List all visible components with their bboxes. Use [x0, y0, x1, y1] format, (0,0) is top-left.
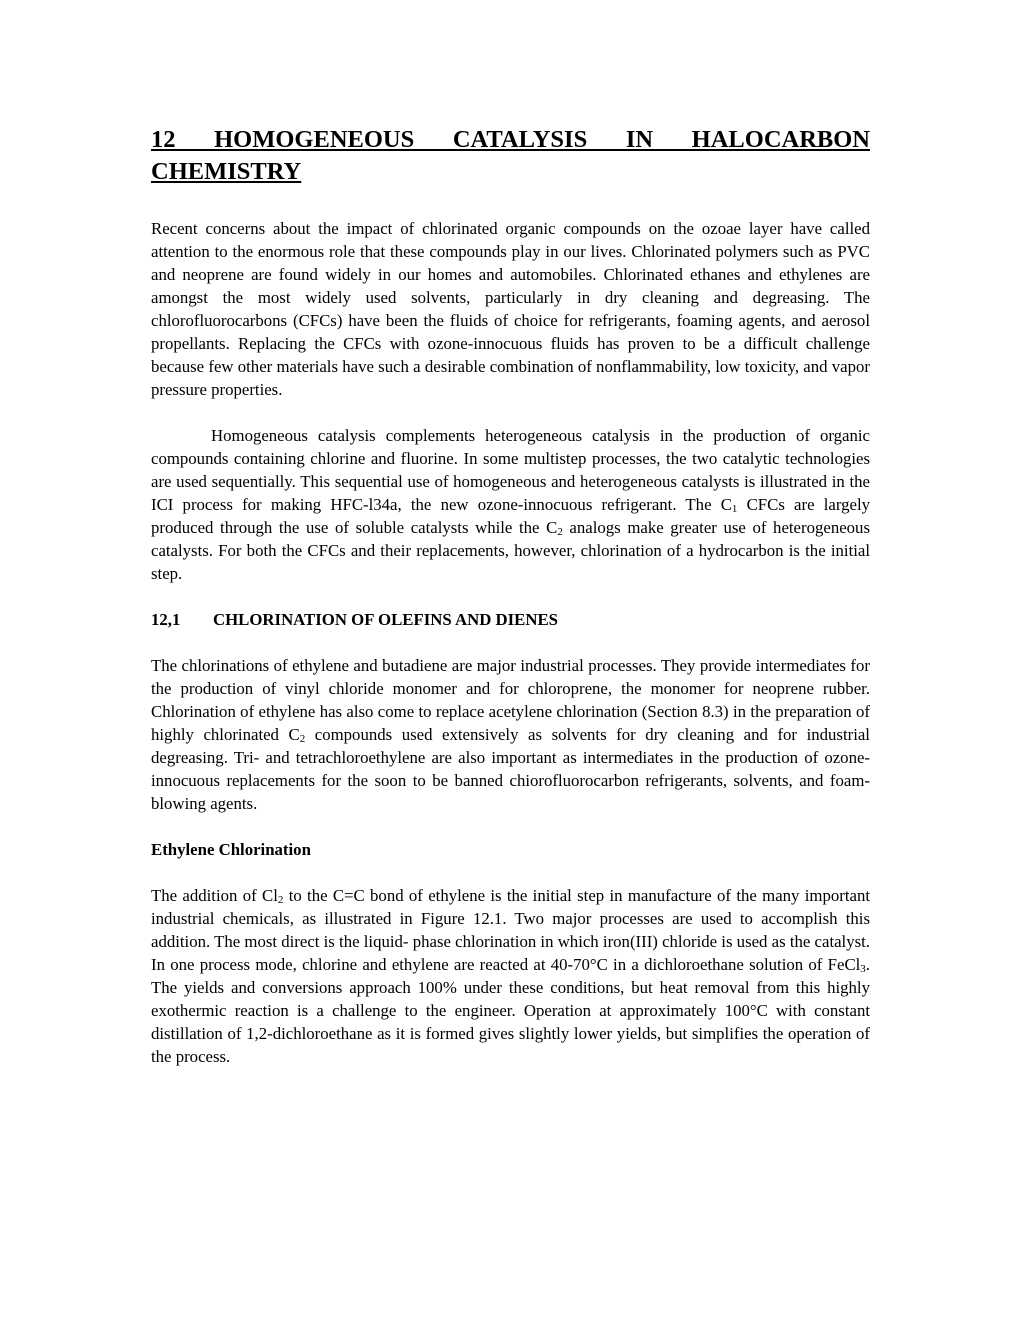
section-heading: [151, 608, 870, 631]
intro-paragraph: Recent concerns about the impact of chlorinated organic compounds on the ozoae layer have called attention to the enormous role that these compounds play in our lives. Chlorinated polymers such as PVC and neoprene are found widely in our homes and automobiles. Chlorinated ethanes and ethylenes are amongst the most widely used solvents, particularly in dry cleaning and degreasing. The chlorofluorocarbons (CFCs) have been the fluids of choice for refrigerants, foaming agents, and aerosol propellants. Replacing the CFCs with ozone-innocuous fluids has proven to be a difficult challenge because few other materials have such a desirable combination of nonflammability, low toxicity, and vapor pressure properties.: [151, 219, 870, 399]
subscript: 2: [557, 526, 563, 538]
ethylene-text-2: to the C=C bond of ethylene is the initial step in manufacture of the many important industrial chemicals, as illustrated in Figure 12.1. Two major processes are used to accomplish this addition. The most direct is the liquid- phase chlorination in which iron(III) chloride is used as the catalyst. In one process mode, chlorine and ethylene are reacted at 40-70°C in a dichloroethane solution of FeCl: [151, 886, 870, 974]
chapter-title: [151, 124, 870, 188]
catalysis-text-3: analogs make greater use of heterogeneous catalysts. For both the CFCs and their replacements, however, chlorination of a hydrocarbon is the initial step.: [151, 518, 870, 583]
document-page: [151, 124, 870, 1068]
subscript: 2: [277, 894, 284, 906]
chlorination-text-1: The chlorinations of ethylene and butadiene are major industrial processes. They provide intermediates for the production of vinyl chloride monomer and for chloroprene, the monomer for neoprene rubber. Chlorination of ethylene has also come to replace acetylene chlorination (Section 8.3) in the preparation of highly chlorinated C: [151, 656, 870, 744]
ethylene-text-1: The addition of Cl: [151, 886, 278, 905]
chapter-title-line-2: CHEMISTRY: [151, 158, 302, 185]
chapter-title-line-1: 12 HOMOGENEOUS CATALYSIS IN HALOCARBON: [151, 126, 870, 153]
subscript: 1: [731, 503, 738, 515]
ethylene-paragraph: [151, 884, 870, 1068]
subscript: 2: [299, 733, 306, 745]
subsection-heading: Ethylene Chlorination: [151, 840, 311, 859]
section-title: CHLORINATION OF OLEFINS AND DIENES: [213, 610, 559, 629]
chlorination-text-2: compounds used extensively as solvents for dry cleaning and for industrial degreasing. Tri- and tetrachloroethylene are also important as intermediates in the production of ozone-innocuous replacements for the soon to be banned chiorofluorocarbon refrigerants, solvents, and foam-blowing agents.: [151, 725, 870, 813]
section-number: 12,1: [151, 610, 181, 629]
chlorination-paragraph: [151, 654, 870, 815]
catalysis-paragraph: [151, 424, 870, 585]
catalysis-text-2: CFCs are largely produced through the use of soluble catalysts while the C: [151, 495, 870, 537]
subscript: 3: [860, 963, 866, 975]
catalysis-text-1: Homogeneous catalysis complements heterogeneous catalysis in the production of organic compounds containing chlorine and fluorine. In some multistep processes, the two catalytic technologies are used sequentially. This sequential use of homogeneous and heterogeneous catalysts is illustrated in the ICI process for making HFC-l34a, the new ozone-innocuous refrigerant. The C: [151, 426, 870, 514]
ethylene-text-3: . The yields and conversions approach 100% under these conditions, but heat removal from this highly exothermic reaction is a challenge to the engineer. Operation at approximately 100°C with constant distillation of 1,2-dichloroethane as it is formed gives slightly lower yields, but simplifies the operation of the process.: [151, 955, 870, 1066]
